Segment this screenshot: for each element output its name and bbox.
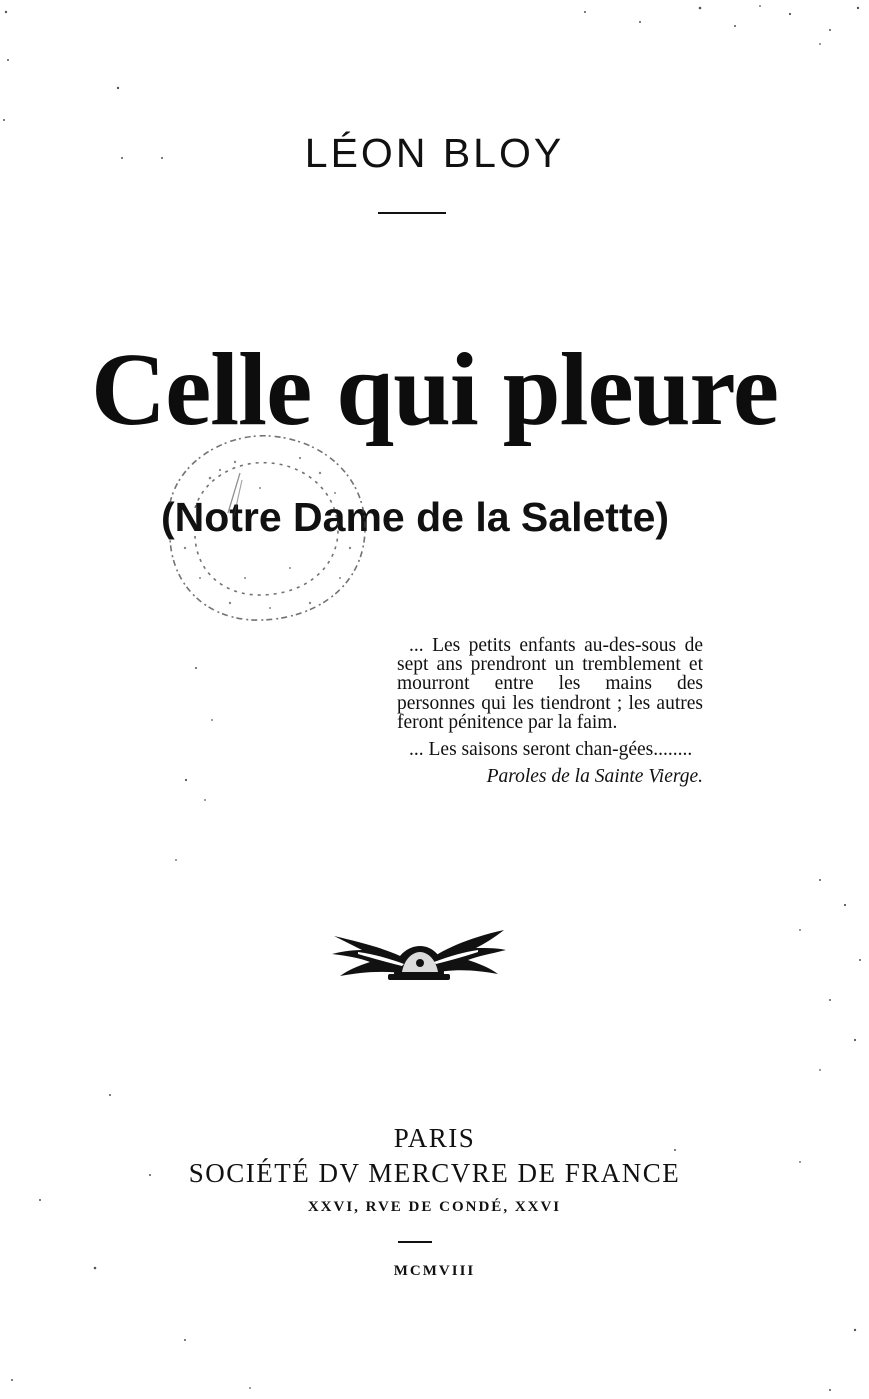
imprint-year: MCMVIII xyxy=(393,1263,476,1279)
library-stamp-icon xyxy=(150,418,380,638)
rule-bottom xyxy=(398,1241,432,1243)
rule-top xyxy=(378,212,446,214)
epigraph-paragraph-2: ... Les saisons seront chan-gées........ xyxy=(409,739,693,761)
imprint-place: PARIS xyxy=(393,1123,476,1153)
imprint-address: XXVI, RVE DE CONDÉ, XXVI xyxy=(307,1199,562,1215)
winged-helmet-ornament-icon xyxy=(328,922,508,988)
imprint-publisher: SOCIÉTÉ DV MERCVRE DE FRANCE xyxy=(188,1158,681,1188)
book-subtitle: (Notre Dame de la Salette) xyxy=(160,494,670,540)
epigraph-source: Paroles de la Sainte Vierge. xyxy=(486,766,703,788)
epigraph xyxy=(397,636,703,786)
author-name: LÉON BLOY xyxy=(304,130,565,176)
book-title: Celle qui pleure xyxy=(91,332,778,447)
epigraph-paragraph-1: ... Les petits enfants au-des-sous de sept ans prendront un tremblement et mourront entre les mains des personnes qui les tiendront ; les autres feront pénitence par la faim. xyxy=(397,635,703,733)
